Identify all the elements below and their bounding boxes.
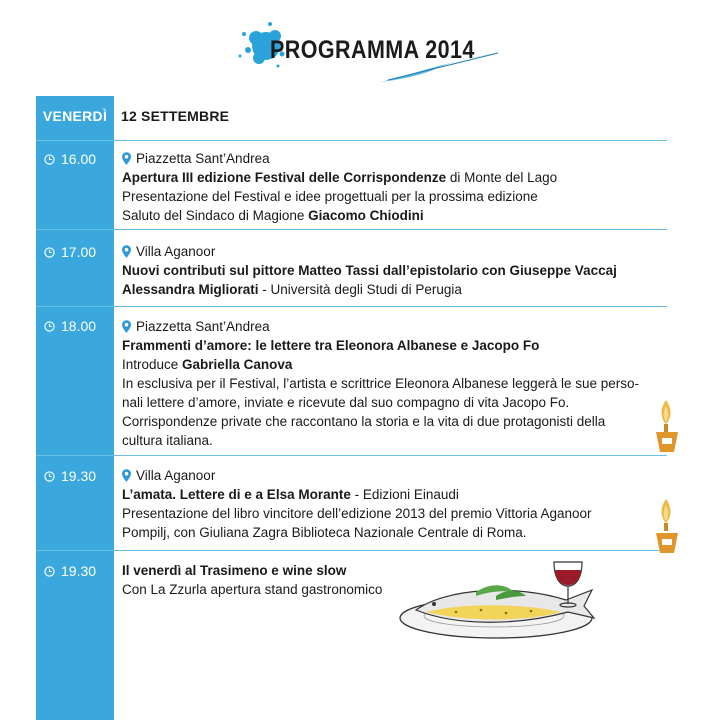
fish-dish-illustration [396,556,606,648]
event-details [122,466,662,542]
event-description: Saluto del Sindaco di Magione Giacomo Chiodini [122,208,424,223]
day-label: VENERDÌ [42,108,108,124]
clock-icon [44,566,55,577]
date-label: 12 SETTEMBRE [121,108,230,124]
clock-icon [44,471,55,482]
event-time: 16.00 [44,151,110,167]
event-title: Il venerdì al Trasimeno e wine slow [122,563,347,578]
event-details [122,149,662,225]
location-pin-icon [122,152,131,165]
event-description: In esclusiva per il Festival, l’artista e scrittrice Eleonora Albanese leggerà le sue perso- [122,376,639,391]
event-location: Villa Aganoor [122,466,662,485]
location-pin-icon [122,245,131,258]
event-details [122,317,662,450]
divider [36,550,667,551]
event-description: Alessandra Migliorati - Università degli Studi di Perugia [122,282,462,297]
clock-icon [44,154,55,165]
event-description: nali lettere d’amore, inviate e ricevute dal suo compagno di vita Jacopo Fo. [122,395,570,410]
feather-icon [378,46,503,86]
event-description: cultura italiana. [122,433,213,448]
time-column [36,96,114,720]
event-description: Pompilj, con Giuliana Zagra Biblioteca Nazionale Centrale di Roma. [122,525,527,540]
event-title: Apertura III edizione Festival delle Corrispondenze di Monte del Lago [122,170,558,185]
event-location: Villa Aganoor [122,242,662,261]
candle-badge-icon [652,398,682,454]
clock-icon [44,321,55,332]
event-description: Presentazione del Festival e idee progettuali per la prossima edizione [122,189,538,204]
event-time: 17.00 [44,244,110,260]
event-description: Introduce Gabriella Canova [122,357,293,372]
event-time: 18.00 [44,318,110,334]
event-title: Nuovi contributi sul pittore Matteo Tassi dall’epistolario con Giuseppe Vaccaj [122,263,617,278]
divider [36,306,667,307]
event-description: Con La Zzurla apertura stand gastronomico [122,582,383,597]
divider [36,140,667,141]
header [0,0,720,96]
divider [36,455,667,456]
candle-badge-icon [652,497,682,555]
event-location: Piazzetta Sant’Andrea [122,149,662,168]
location-pin-icon [122,469,131,482]
event-location: Piazzetta Sant’Andrea [122,317,662,336]
divider [36,229,667,230]
page-title: PROGRAMMA 2014 [270,36,475,64]
event-details [122,242,662,299]
event-description: Presentazione del libro vincitore dell’edizione 2013 del premio Vittoria Aganoor [122,506,592,521]
event-description: Corrispondenze private che raccontano la storia e la vita di due protagonisti della [122,414,606,429]
event-title: Frammenti d’amore: le lettere tra Eleonora Albanese e Jacopo Fo [122,338,540,353]
location-pin-icon [122,320,131,333]
event-time: 19.30 [44,563,110,579]
clock-icon [44,247,55,258]
event-time: 19.30 [44,468,110,484]
event-title: L’amata. Lettere di e a Elsa Morante - Edizioni Einaudi [122,487,459,502]
